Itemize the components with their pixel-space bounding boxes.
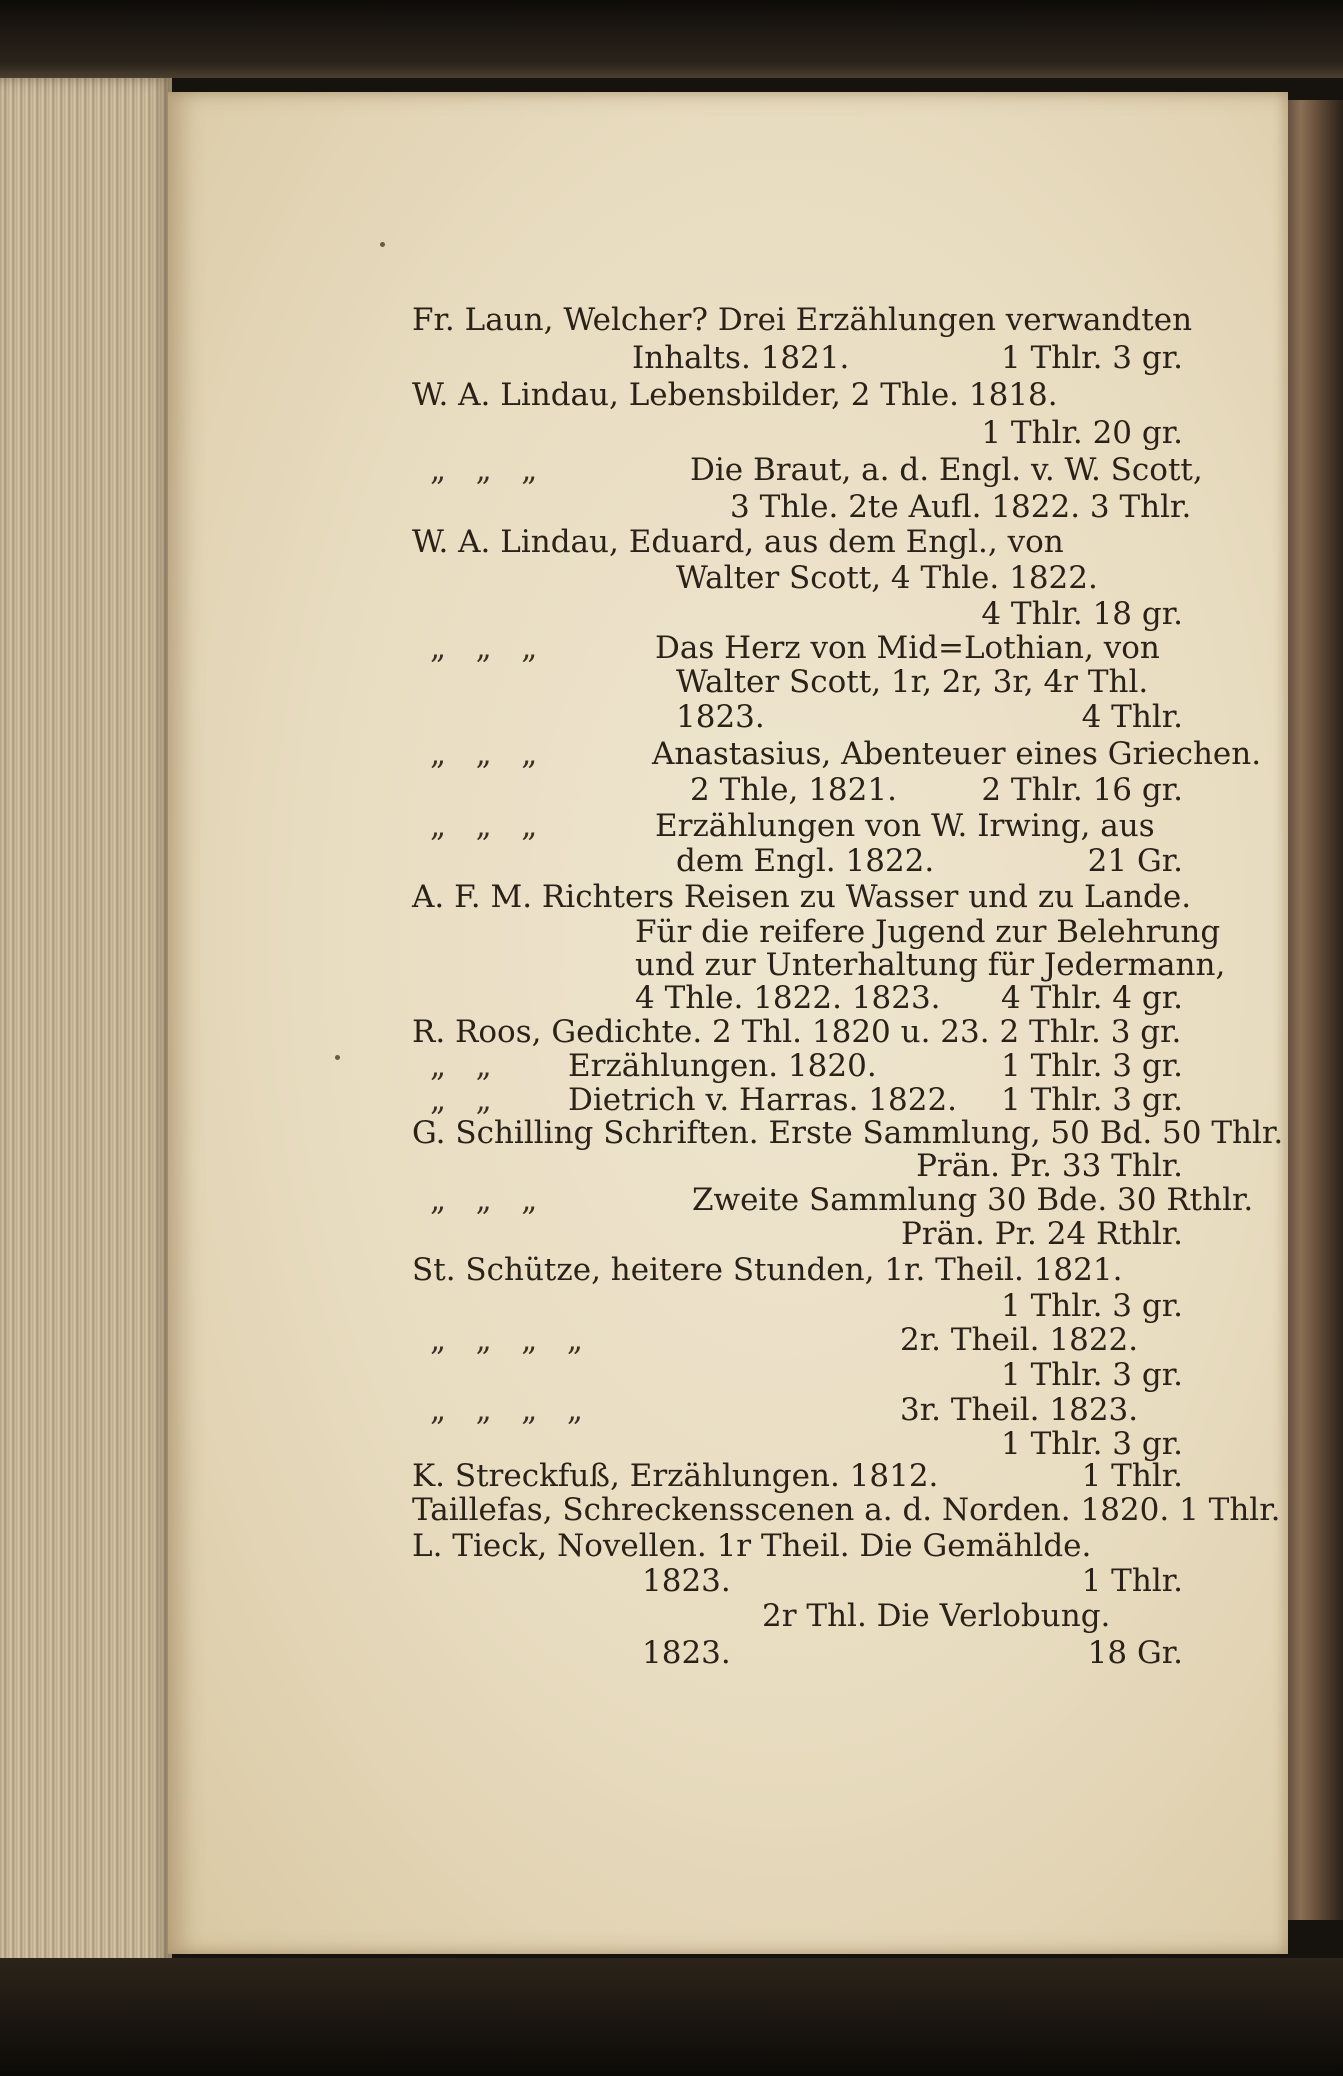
line-text: Zweite Sammlung 30 Bde. 30 Rthlr.: [692, 1182, 1254, 1218]
line-price: 1 Thlr. 3 gr.: [1001, 1357, 1183, 1393]
line-price: 4 Thlr.: [1081, 699, 1183, 735]
line-text: dem Engl. 1822.: [676, 843, 935, 879]
entry-line: [0, 1490, 1343, 1530]
ditto-marks: „ „ „ „: [430, 1322, 583, 1358]
ditto-marks: „ „ „: [430, 452, 538, 488]
line-price: 1 Thlr. 3 gr.: [1001, 1082, 1183, 1118]
entry-line: [0, 877, 1343, 917]
line-text: 2r Thl. Die Verlobung.: [762, 1598, 1111, 1634]
line-text: 1823.: [676, 699, 765, 735]
line-text: Erzählungen. 1820.: [568, 1048, 877, 1084]
line-text: A. F. M. Richters Reisen zu Wasser und zu Lande.: [412, 879, 1192, 915]
line-price: 1 Thlr. 3 gr.: [1001, 1426, 1183, 1462]
line-text: Anastasius, Abenteuer eines Griechen.: [652, 736, 1262, 772]
paper-speck: [380, 242, 385, 247]
entry-line: [0, 300, 1343, 340]
entry-line: [0, 1526, 1343, 1566]
entry-line: [0, 806, 1343, 846]
line-text: St. Schütze, heitere Stunden, 1r. Theil. 1821.: [412, 1252, 1123, 1288]
line-price: 1 Thlr.: [1081, 1563, 1183, 1599]
line-text: und zur Unterhaltung für Jedermann,: [635, 947, 1226, 983]
ditto-marks: „ „ „: [430, 808, 538, 844]
line-text: Dietrich v. Harras. 1822.: [568, 1082, 958, 1118]
line-text: Walter Scott, 4 Thle. 1822.: [676, 560, 1098, 596]
line-price: 2 Thlr. 16 gr.: [981, 772, 1183, 808]
entry-line: [0, 558, 1343, 598]
line-text: G. Schilling Schriften. Erste Sammlung, 50 Bd. 50 Thlr.: [412, 1115, 1284, 1151]
line-text: Erzählungen von W. Irwing, aus: [655, 808, 1155, 844]
line-text: 1823.: [642, 1563, 731, 1599]
line-text: Walter Scott, 1r, 2r, 3r, 4r Thl.: [676, 664, 1149, 700]
line-price: 4 Thlr. 18 gr.: [981, 596, 1183, 632]
line-text: Taillefas, Schreckensscenen a. d. Norden. 1820. 1 Thlr.: [412, 1492, 1281, 1528]
line-price: Prän. Pr. 33 Thlr.: [916, 1148, 1183, 1184]
entry-line: [0, 375, 1343, 415]
entry-line: [0, 1596, 1343, 1636]
entry-line: [0, 338, 1343, 378]
line-price: Prän. Pr. 24 Rthlr.: [900, 1216, 1183, 1252]
line-price: 18 Gr.: [1087, 1635, 1183, 1671]
entry-line: [0, 487, 1343, 527]
line-text: Das Herz von Mid=Lothian, von: [655, 630, 1160, 666]
ditto-marks: „ „ „: [430, 630, 538, 666]
line-text: Fr. Laun, Welcher? Drei Erzählungen verwandten: [412, 302, 1193, 338]
line-text: 3r. Theil. 1823.: [900, 1392, 1139, 1428]
entry-line: [0, 841, 1343, 881]
entry-line: [0, 1214, 1343, 1254]
entry-line: [0, 1320, 1343, 1360]
line-text: 2r. Theil. 1822.: [900, 1322, 1139, 1358]
entry-line: [0, 734, 1343, 774]
line-text: K. Streckfuß, Erzählungen. 1812.: [412, 1458, 939, 1494]
entry-line: [0, 1355, 1343, 1395]
line-text: Inhalts. 1821.: [632, 340, 850, 376]
ditto-marks: „ „: [430, 1082, 492, 1118]
line-price: 1 Thlr. 20 gr.: [981, 415, 1183, 451]
entry-line: [0, 413, 1343, 453]
entry-line: [0, 662, 1343, 702]
scan-background-top: [0, 0, 1343, 78]
entry-line: [0, 770, 1343, 810]
entry-line: [0, 450, 1343, 490]
line-text: W. A. Lindau, Lebensbilder, 2 Thle. 1818.: [412, 377, 1058, 413]
line-text: 3 Thle. 2te Aufl. 1822. 3 Thlr.: [730, 489, 1192, 525]
entry-line: [0, 522, 1343, 562]
ditto-marks: „ „ „: [430, 1182, 538, 1218]
line-text: L. Tieck, Novellen. 1r Theil. Die Gemählde.: [412, 1528, 1092, 1564]
ditto-marks: „ „: [430, 1048, 492, 1084]
line-price: 1 Thlr. 3 gr.: [1001, 1048, 1183, 1084]
line-text: R. Roos, Gedichte. 2 Thl. 1820 u. 23. 2 Thlr. 3 gr.: [412, 1014, 1182, 1050]
entry-line: [0, 697, 1343, 737]
line-text: 2 Thle, 1821.: [690, 772, 897, 808]
line-text: Die Braut, a. d. Engl. v. W. Scott,: [690, 452, 1203, 488]
line-text: 4 Thle. 1822. 1823.: [635, 980, 941, 1016]
entry-line: [0, 1250, 1343, 1290]
line-text: Für die reifere Jugend zur Belehrung: [635, 914, 1221, 950]
line-text: W. A. Lindau, Eduard, aus dem Engl., von: [412, 524, 1064, 560]
ditto-marks: „ „ „: [430, 736, 538, 772]
line-price: 1 Thlr.: [1081, 1458, 1183, 1494]
entry-line: [0, 1633, 1343, 1673]
ditto-marks: „ „ „ „: [430, 1392, 583, 1428]
line-price: 4 Thlr. 4 gr.: [1001, 980, 1183, 1016]
line-price: 21 Gr.: [1087, 843, 1183, 879]
scan-background-bottom: [0, 1958, 1343, 2076]
line-text: 1823.: [642, 1635, 731, 1671]
entry-line: [0, 1561, 1343, 1601]
line-price: 1 Thlr. 3 gr.: [1001, 1288, 1183, 1324]
line-price: 1 Thlr. 3 gr.: [1001, 340, 1183, 376]
